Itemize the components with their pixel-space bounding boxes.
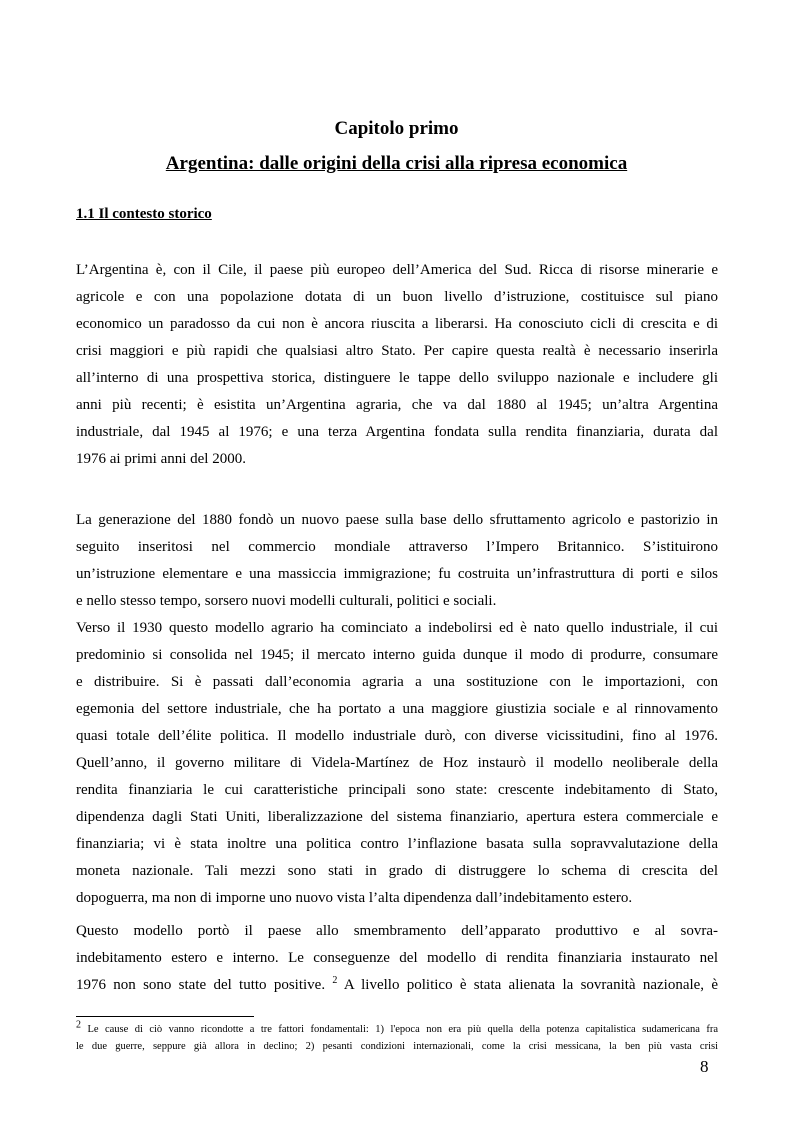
paragraph-line: seguito inseritosi nel commercio mondiale attraverso l’Impero Britannico. S’istituirono xyxy=(76,539,718,555)
paragraph-line: e distribuire. Si è passati dall’economia agraria a una sostituzione con le importazioni, con xyxy=(76,674,718,690)
paragraph-line: L’Argentina è, con il Cile, il paese più europeo dell’America del Sud. Ricca di risorse minerarie e xyxy=(76,262,718,278)
footnote-text: Le cause di ciò vanno ricondotte a tre fattori fondamentali: 1) l'epoca non era più quella della potenza capitalistica sudamericana fra xyxy=(87,1024,718,1035)
paragraph-line: indebitamento estero e interno. Le conseguenze del modello di rendita finanziaria instaurato nel xyxy=(76,950,718,966)
paragraph-1 xyxy=(76,257,718,473)
footnote-line: le due guerre, seppure già allora in declino; 2) pesanti condizioni internazionali, come la crisi messicana, la ben più vasta crisi xyxy=(76,1041,718,1052)
paragraph-line: 1976 ai primi anni del 2000. xyxy=(76,451,246,467)
chapter-subtitle xyxy=(0,153,793,175)
paragraph-line-with-footnote xyxy=(76,972,718,999)
page-number: 8 xyxy=(700,1057,709,1076)
paragraph-text: 1976 non sono state del tutto positive. xyxy=(76,977,326,993)
paragraph-line: dipendenza dagli Stati Uniti, liberalizzazione del sistema finanziario, apertura estera commerciale e xyxy=(76,809,718,825)
section-heading: 1.1 Il contesto storico xyxy=(76,206,212,222)
footnote-separator xyxy=(76,1016,254,1017)
paragraph-line: economico un paradosso da cui non è ancora riuscita a liberarsi. Ha conosciuto cicli di crescita e di xyxy=(76,316,718,332)
paragraph-line: un’istruzione elementare e una massiccia immigrazione; fu costruita un’infrastruttura di porti e silos xyxy=(76,566,718,582)
paragraph-line: agricole e con una popolazione dotata di un buon livello d’istruzione, costituisce sul piano xyxy=(76,289,718,305)
paragraph-line: rendita finanziaria le cui caratteristiche principali sono state: crescente indebitamento di Stato, xyxy=(76,782,718,798)
paragraph-line: quasi totale dell’élite politica. Il modello industriale durò, con diverse vicissitudini, fino al 1976. xyxy=(76,728,718,744)
paragraph-line: all’interno di una prospettiva storica, distinguere le tappe dello sviluppo nazionale e includere gli xyxy=(76,370,718,386)
paragraph-2 xyxy=(76,507,718,615)
paragraph-text: A livello politico è stata alienata la sovranità nazionale, è xyxy=(343,977,718,993)
paragraph-line: anni più recenti; è esistita un’Argentina agraria, che va dal 1880 al 1945; un’altra Argentina xyxy=(76,397,718,413)
footnote-line xyxy=(76,1021,718,1038)
paragraph-line: dopoguerra, ma non di imporne uno nuovo vista l’alta dipendenza dall’indebitamento estero. xyxy=(76,890,633,906)
paragraph-line: e nello stesso tempo, sorsero nuovi modelli culturali, politici e sociali. xyxy=(76,593,497,609)
paragraph-line: finanziaria; vi è stata inoltre una politica contro l’inflazione basata sulla sopravvalutazione della xyxy=(76,836,718,852)
paragraph-3 xyxy=(76,615,718,912)
paragraph-line: industriale, dal 1945 al 1976; e una terza Argentina fondata sulla rendita finanziaria, durata dal xyxy=(76,424,718,440)
paragraph-line: Quell’anno, il governo militare di Videla-Martínez de Hoz instaurò il modello neoliberale della xyxy=(76,755,718,771)
paragraph-4 xyxy=(76,918,718,999)
footnote-reference[interactable]: 2 xyxy=(332,975,338,986)
paragraph-line: La generazione del 1880 fondò un nuovo paese sulla base dello sfruttamento agricolo e pastorizio in xyxy=(76,512,718,528)
chapter-title: Capitolo primo xyxy=(334,118,459,139)
paragraph-line: crisi maggiori e più rapidi che qualsiasi altro Stato. Per capire questa realtà è necessario inserirla xyxy=(76,343,718,359)
paragraph-line: predominio si consolida nel 1945; il mercato interno guida dunque il modo di produrre, consumare xyxy=(76,647,718,663)
paragraph-line: Verso il 1930 questo modello agrario ha cominciato a indebolirsi ed è nato quello industriale, il cui xyxy=(76,620,718,636)
footnote-marker: 2 xyxy=(76,1019,81,1031)
paragraph-line: Questo modello portò il paese allo smembramento dell’apparato produttivo e al sovra- xyxy=(76,923,718,939)
paragraph-line: egemonia del settore industriale, che ha portato a una maggiore giustizia sociale e al rinnovamento xyxy=(76,701,718,717)
paragraph-line: moneta nazionale. Tali mezzi sono stati in grado di distruggere lo schema di crescita del xyxy=(76,863,718,879)
chapter-subtitle-text: Argentina: dalle origini della crisi alla ripresa economica xyxy=(165,153,628,174)
footnote xyxy=(76,1021,718,1055)
